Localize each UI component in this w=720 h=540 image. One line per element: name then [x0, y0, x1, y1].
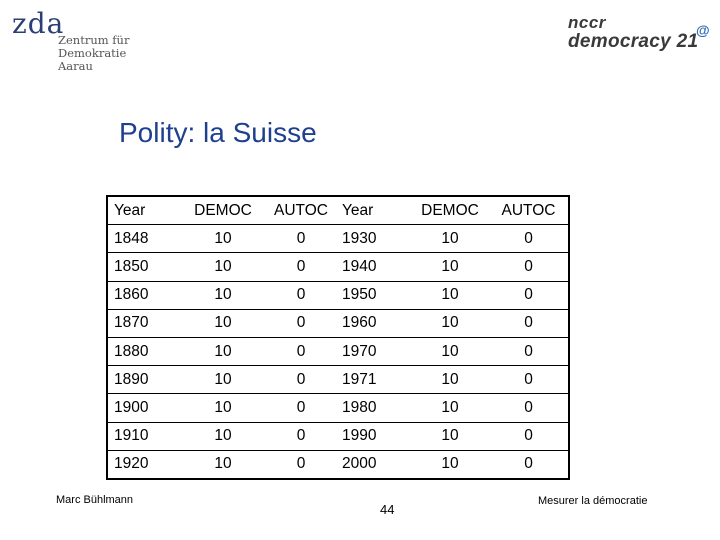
table-cell: 1971	[340, 366, 411, 394]
table-cell: 0	[489, 281, 569, 309]
table-cell: 10	[184, 281, 262, 309]
table-cell: 0	[489, 366, 569, 394]
zda-logo-mark: zda	[12, 7, 65, 40]
nccr-logo-bottom: democracy 21	[568, 31, 699, 52]
column-header: AUTOC	[489, 196, 569, 225]
table-cell: 10	[184, 309, 262, 337]
zda-logo-text	[58, 34, 129, 73]
table-cell: 10	[411, 337, 489, 365]
table-cell: 10	[411, 366, 489, 394]
table-cell: 1940	[340, 253, 411, 281]
table-cell: 10	[184, 225, 262, 253]
table-cell: 0	[262, 309, 340, 337]
page-number: 44	[380, 502, 395, 517]
table-cell: 1900	[107, 394, 184, 422]
zda-logo	[12, 7, 130, 73]
table-cell: 1848	[107, 225, 184, 253]
table-cell: 0	[489, 309, 569, 337]
table-row	[107, 450, 569, 479]
column-header: AUTOC	[262, 196, 340, 225]
table-cell: 1960	[340, 309, 411, 337]
table-row	[107, 253, 569, 281]
table-row	[107, 394, 569, 422]
nccr-logo-top: nccr	[568, 13, 606, 32]
table-row	[107, 337, 569, 365]
table-cell: 10	[184, 337, 262, 365]
table-cell: 0	[262, 337, 340, 365]
table-row	[107, 281, 569, 309]
column-header: DEMOC	[411, 196, 489, 225]
table-row	[107, 309, 569, 337]
table-cell: 0	[262, 253, 340, 281]
table-cell: 0	[489, 225, 569, 253]
table-row	[107, 366, 569, 394]
table-cell: 0	[262, 225, 340, 253]
table-cell: 10	[214, 455, 232, 473]
nccr-logo	[568, 13, 710, 52]
table-cell: 0	[489, 337, 569, 365]
table-cell: 0	[262, 366, 340, 394]
table-cell: 1910	[107, 422, 184, 450]
table-cell: 1880	[107, 337, 184, 365]
table-cell: 10	[411, 253, 489, 281]
table-cell: 10	[411, 281, 489, 309]
table-cell: 0	[262, 394, 340, 422]
zda-logo-line: Zentrum für	[58, 33, 130, 47]
slide-title: Polity: la Suisse	[119, 117, 317, 148]
table-cell: 10	[411, 309, 489, 337]
table-row	[107, 225, 569, 253]
table-cell: 2000	[342, 455, 377, 473]
table-cell: 10	[184, 253, 262, 281]
table-cell: 10	[411, 225, 489, 253]
table-row	[107, 422, 569, 450]
zda-logo-line: Aarau	[58, 59, 93, 73]
table-cell: 0	[296, 455, 306, 473]
table-cell: 0	[489, 253, 569, 281]
footer-topic: Mesurer la démocratie	[538, 495, 648, 507]
table-cell: 0	[489, 422, 569, 450]
table-cell: 10	[184, 394, 262, 422]
table-cell: 0	[262, 281, 340, 309]
table-cell: 1970	[340, 337, 411, 365]
zda-logo-line: Demokratie	[58, 46, 127, 60]
column-header: Year	[107, 196, 184, 225]
table-header-row	[107, 196, 569, 225]
footer-author: Marc Bühlmann	[56, 494, 134, 506]
table-cell: 1860	[107, 281, 184, 309]
polity-table	[106, 195, 570, 480]
table-cell: 10	[441, 455, 459, 473]
column-header: DEMOC	[184, 196, 262, 225]
table-cell: 1990	[340, 422, 411, 450]
table-cell: 1870	[107, 309, 184, 337]
table-cell: 10	[184, 422, 262, 450]
column-header: Year	[340, 196, 411, 225]
table-cell: 1930	[340, 225, 411, 253]
table-cell: 1850	[107, 253, 184, 281]
table-cell: 10	[411, 422, 489, 450]
table-cell: 1920	[114, 455, 149, 473]
table-cell: 0	[489, 394, 569, 422]
table-cell: 10	[184, 366, 262, 394]
table-cell: 0	[262, 422, 340, 450]
table-cell: 1980	[340, 394, 411, 422]
table-cell: 10	[411, 394, 489, 422]
table-cell: 1950	[340, 281, 411, 309]
nccr-at-symbol: @	[696, 22, 710, 38]
table-cell: 1890	[107, 366, 184, 394]
table-cell: 0	[524, 455, 533, 473]
